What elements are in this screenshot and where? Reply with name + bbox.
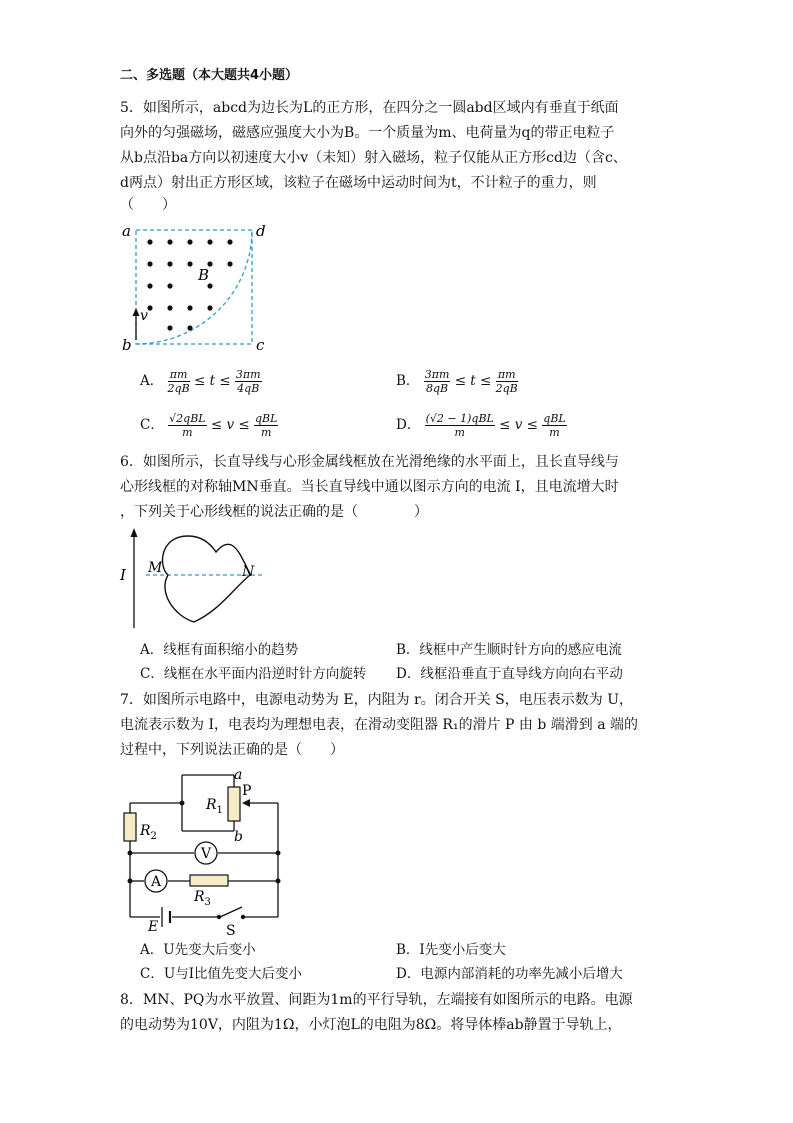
q6-option-b[interactable]: B．线框中产生顺时针方向的感应电流 xyxy=(396,642,622,658)
q5-option-b-left-fraction xyxy=(424,368,451,395)
q7-label-r2: $R_2$ xyxy=(140,823,157,842)
q5-line-3: 从b点沿ba方向以初速度大小v（未知）射入磁场，粒子仅能从正方形cd边（含c、 xyxy=(120,150,627,166)
q5-option-a-right-fraction xyxy=(235,368,262,395)
q7-label-e: E xyxy=(148,919,159,935)
q7-option-c[interactable]: C．U与I比值先变大后变小 xyxy=(140,966,303,982)
q5-option-b-left-num: 3πm xyxy=(424,368,450,381)
q8-line-1: 8．MN、PQ为水平放置、间距为1m的平行导轨，左端接有如图所示的电路。电源 xyxy=(120,992,633,1008)
q5-option-d-right-num: qBL xyxy=(543,412,566,425)
q7-option-b[interactable]: B．I先变小后变大 xyxy=(396,942,506,958)
q5-label-field-b: B xyxy=(198,266,210,284)
q5-option-c-right-fraction xyxy=(254,412,278,439)
q5-option-b-relation: ≤ t ≤ xyxy=(454,373,492,389)
q6-line-3: ，下列关于心形线框的说法正确的是（ ） xyxy=(120,504,428,520)
q5-option-d-left-den: m xyxy=(454,426,465,439)
q7-label-s: S xyxy=(226,923,236,937)
q6-option-d[interactable]: D．线框沿垂直于直导线方向向右平动 xyxy=(396,666,623,682)
q6-line-1: 6．如图所示，长直导线与心形金属线框放在光滑绝缘的水平面上，且长直导线与 xyxy=(120,454,619,470)
q5-option-b-right-den: 2qB xyxy=(495,382,518,395)
q5-option-c-left-num: √2qBL xyxy=(169,412,206,425)
q5-line-2: 向外的匀强磁场，磁感应强度大小为B。一个质量为m、电荷量为q的带正电粒子 xyxy=(120,125,615,141)
q6-label-m: M xyxy=(148,560,163,576)
q5-option-b-right-fraction xyxy=(496,368,518,395)
q7-label-b: b xyxy=(234,829,243,845)
q5-label-velocity: v xyxy=(140,308,148,324)
q5-label-a: a xyxy=(122,222,131,240)
q5-label-d: d xyxy=(256,222,266,240)
q5-option-c-left-den: m xyxy=(182,426,193,439)
q5-label-c: c xyxy=(256,336,265,354)
q6-label-n: N xyxy=(242,564,255,580)
q7-label-p: P xyxy=(242,783,252,799)
q5-option-c-letter: C． xyxy=(140,417,164,433)
q5-figure xyxy=(118,222,278,354)
q5-option-a-left-fraction xyxy=(168,368,190,395)
q7-option-a[interactable]: A．U先变大后变小 xyxy=(140,942,256,958)
q5-option-c-relation: ≤ v ≤ xyxy=(210,417,250,433)
q8-line-2: 的电动势为10V，内阻为1Ω，小灯泡L的电阻为8Ω。将导体棒ab静置于导轨上， xyxy=(120,1017,622,1033)
q5-line-5: （ ） xyxy=(120,197,176,213)
q5-option-d-left-num: (√2 − 1)qBL xyxy=(425,412,494,425)
q5-option-d-right-den: m xyxy=(549,426,560,439)
q5-option-b[interactable] xyxy=(396,368,518,395)
q6-line-2: 心形线框的对称轴MN垂直。当长直导线中通以图示方向的电流 I，且电流增大时 xyxy=(120,479,619,495)
q5-option-d-letter: D． xyxy=(396,417,421,433)
q5-option-a-left-den: 2qB xyxy=(167,382,190,395)
q6-label-current: I xyxy=(120,566,126,584)
q5-option-c-right-num: qBL xyxy=(255,412,278,425)
section-header: 二、多选题（本大题共4小题） xyxy=(120,68,299,83)
q5-option-a-right-num: 3πm xyxy=(235,368,261,381)
q5-option-b-letter: B． xyxy=(396,373,420,389)
q6-option-c[interactable]: C．线框在水平面内沿逆时针方向旋转 xyxy=(140,666,367,682)
q5-line-1: 5．如图所示，abcd为边长为L的正方形，在四分之一圆abd区域内有垂直于纸面 xyxy=(120,100,619,116)
q7-line-2: 电流表示数为 I，电表均为理想电表，在滑动变阻器 R₁的滑片 P 由 b 端滑到 a 端的 xyxy=(120,717,639,733)
q5-option-b-left-den: 8qB xyxy=(425,382,449,395)
q5-option-a[interactable] xyxy=(140,368,262,395)
q6-option-a[interactable]: A．线框有面积缩小的趋势 xyxy=(140,642,299,658)
q5-option-a-relation: ≤ t ≤ xyxy=(193,373,231,389)
q5-line-4: d两点）射出正方形区域，该粒子在磁场中运动时间为t，不计粒子的重力，则 xyxy=(120,175,597,191)
q5-option-a-left-num: πm xyxy=(168,368,190,382)
q7-line-1: 7．如图所示电路中，电源电动势为 E，内阻为 r。闭合开关 S，电压表示数为 U， xyxy=(120,692,634,708)
q7-voltmeter-label: V xyxy=(201,846,212,862)
q7-label-a: a xyxy=(234,767,243,783)
q5-option-d-right-fraction xyxy=(542,412,566,439)
q5-option-d[interactable] xyxy=(396,412,567,439)
q7-ammeter-label: A xyxy=(151,874,162,890)
q5-option-a-letter: A． xyxy=(140,373,164,389)
q7-label-r1: $R_1$ xyxy=(206,797,223,816)
q7-option-d[interactable]: D．电源内部消耗的功率先减小后增大 xyxy=(396,966,623,982)
q5-option-d-relation: ≤ v ≤ xyxy=(499,417,538,433)
q7-label-r3: $R_3$ xyxy=(194,889,211,908)
q5-option-c-left-fraction xyxy=(168,412,206,439)
q5-label-b: b xyxy=(122,336,132,354)
q5-option-a-right-den: 4qB xyxy=(237,382,260,395)
q5-option-c-right-den: m xyxy=(261,426,272,439)
q7-line-3: 过程中，下列说法正确的是（ ） xyxy=(120,742,344,758)
q5-option-c[interactable] xyxy=(140,412,278,439)
q7-figure xyxy=(118,765,288,937)
q6-figure xyxy=(118,528,268,632)
q5-option-b-right-num: πm xyxy=(496,368,518,382)
q5-option-d-left-fraction xyxy=(425,412,495,439)
